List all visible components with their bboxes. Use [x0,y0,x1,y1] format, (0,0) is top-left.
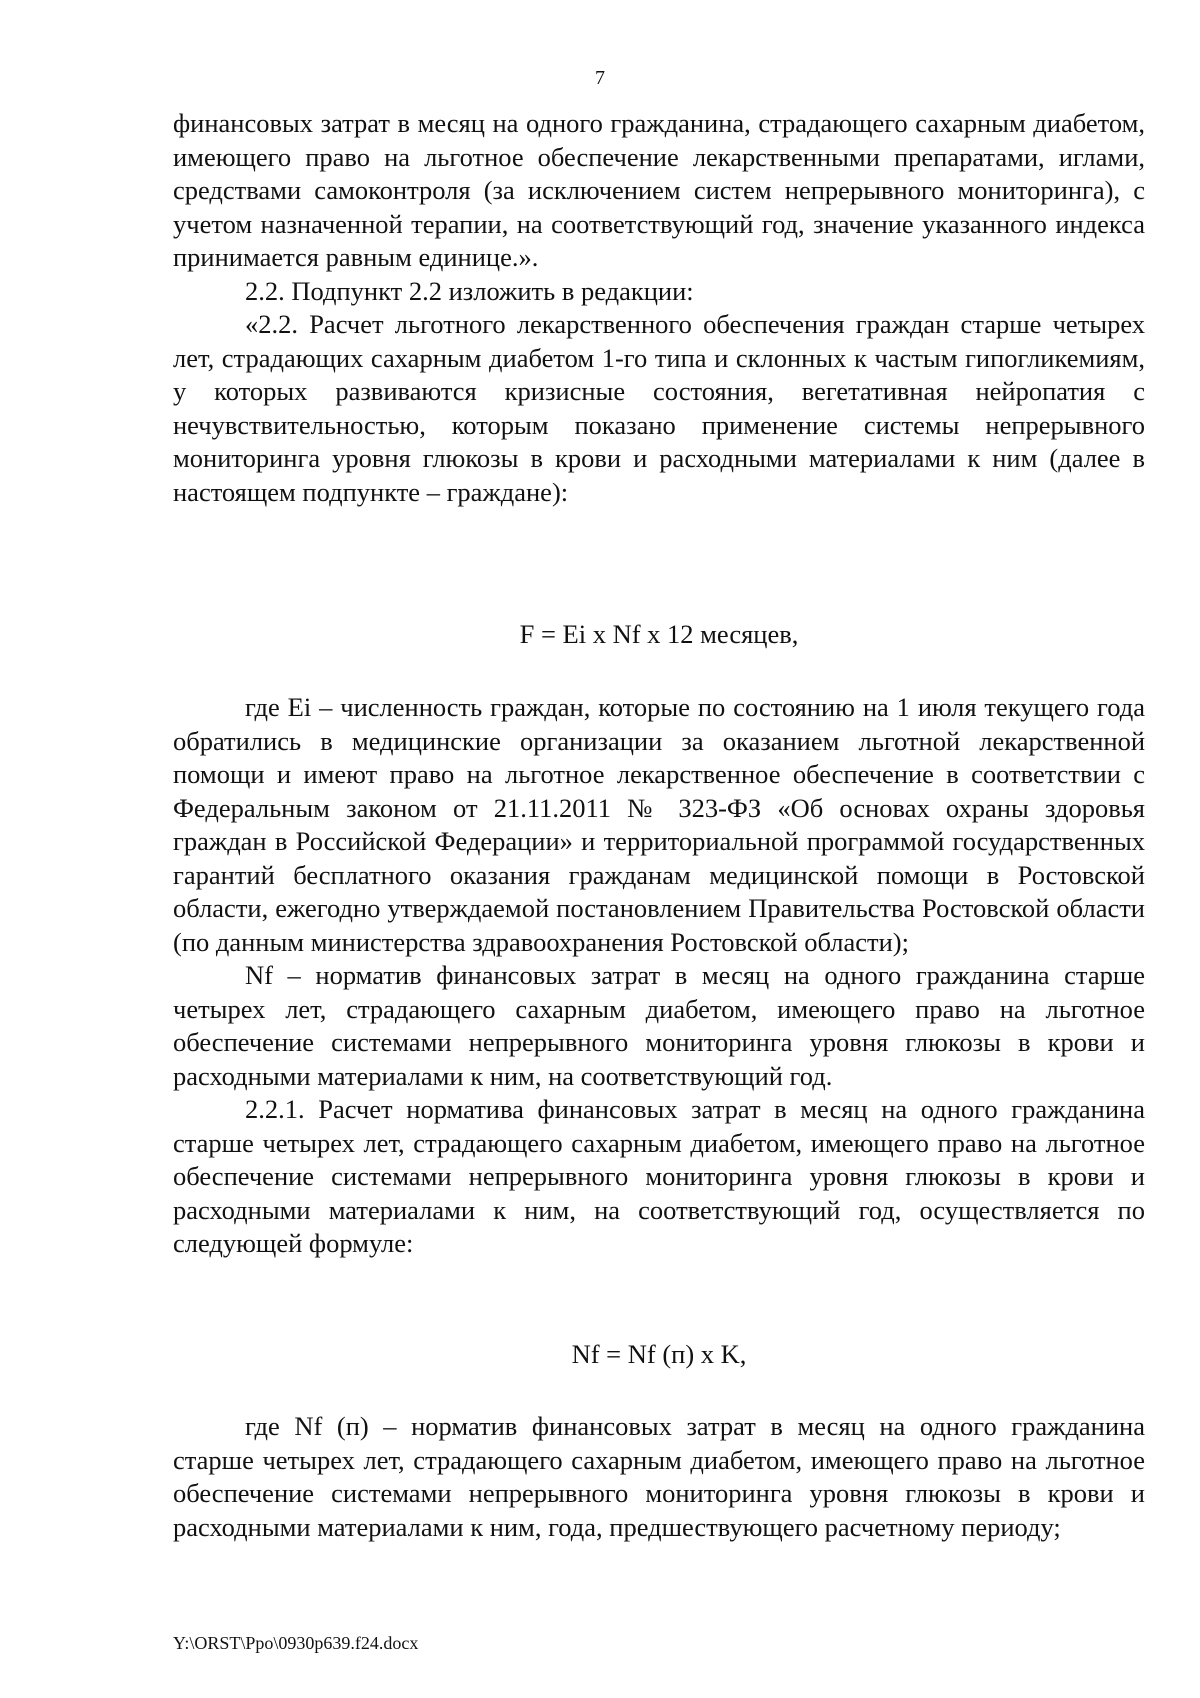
paragraph-ei-definition: где Ei – численность граждан, которые по состоянию на 1 июля текущего года обратились в медицинские организации за оказанием льготной лекарственной помощи и имеют право на льготное лекарственное обеспечение в соответствии с Федеральным законом от 21.11.2011 № 323-ФЗ «Об основах охраны здоровья граждан в Российской Федерации» и территориальной программой государственных гарантий бесплатного оказания гражданам медицинской помощи в Ростовской области, ежегодно утверждаемой постановлением Правительства Ростовской области (по данным министерства здравоохранения Ростовской области); [173,692,1145,957]
paragraph-nf-definition: Nf – норматив финансовых затрат в месяц на одного гражданина старше четырех лет, страдающего сахарным диабетом, имеющего право на льготное обеспечение системами непрерывного мониторинга уровня глюкозы в крови и расходными материалами к ним, на соответствующий год. [173,960,1145,1091]
text-block-definitions [173,691,1145,1261]
paragraph-nfp-definition: где Nf (п) – норматив финансовых затрат в месяц на одного гражданина старше четырех лет, страдающего сахарным диабетом, имеющего право на льготное обеспечение системами непрерывного мониторинга уровня глюкозы в крови и расходными материалами к ним, года, предшествующего расчетному периоду; [173,1411,1145,1542]
paragraph-calculation-intro: «2.2. Расчет льготного лекарственного обеспечения граждан старше четырех лет, страдающих сахарным диабетом 1-го типа и склонных к частым гипогликемиям, у которых развиваются кризисные состояния, вегетативная нейропатия с нечувствительностью, которым показано применение системы непрерывного мониторинга уровня глюкозы в крови и расходными материалами к ним (далее в настоящем подпункте – граждане): [173,309,1145,507]
formula-f: F = Ei x Nf x 12 месяцев, [519,619,799,649]
paragraph-subclause-heading: 2.2. Подпункт 2.2 изложить в редакции: [245,275,694,306]
paragraph-2-2-1: 2.2.1. Расчет норматива финансовых затрат в месяц на одного гражданина старше четырех лет, страдающего сахарным диабетом, имеющего право на льготное обеспечение системами непрерывного мониторинга уровня глюкозы в крови и расходными материалами к ним, на соответствующий год, осуществляется по следующей формуле: [173,1094,1145,1258]
paragraph-continuation: финансовых затрат в месяц на одного гражданина, страдающего сахарным диабетом, имеющего право на льготное обеспечение лекарственными препаратами, иглами, средствами самоконтроля (за исключением систем непрерывного мониторинга), с учетом назначенной терапии, на соответствующий год, значение указанного индекса принимается равным единице.». [173,108,1145,272]
formula-nf: Nf = Nf (п) x K, [571,1339,747,1369]
text-block-intro [173,107,1145,509]
footer-file-path: Y:\ORST\Ppo\0930p639.f24.docx [173,1633,419,1653]
page-number: 7 [595,67,605,89]
text-block-nfp [173,1410,1145,1544]
